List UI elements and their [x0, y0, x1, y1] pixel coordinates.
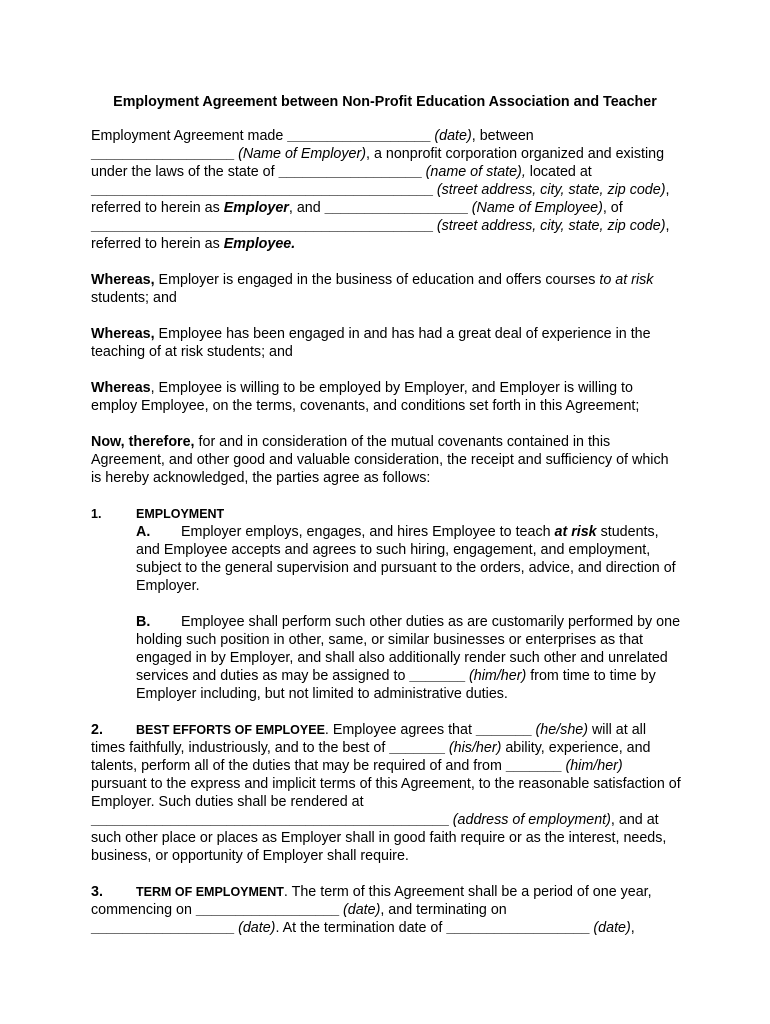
- clause-a: [91, 523, 681, 595]
- pronoun-blank: _______: [389, 740, 445, 756]
- section-text: , and at such other place or places as Employer shall in good faith require or as the interest, needs, business, or opportunity of Employer shall require.: [91, 812, 667, 864]
- whereas-lead: Whereas: [91, 380, 151, 396]
- pronoun-blank: _______: [505, 758, 562, 774]
- placeholder-pronoun: (him/her): [561, 758, 623, 774]
- section-title: TERM OF EMPLOYMENT: [136, 885, 284, 899]
- section-text: ,: [630, 920, 635, 936]
- now-therefore-paragraph: [91, 433, 681, 487]
- section-title: EMPLOYMENT: [136, 507, 225, 521]
- section-heading: [91, 505, 681, 523]
- placeholder-employer-address: (street address, city, state, zip code): [432, 182, 666, 198]
- placeholder-pronoun: (his/her): [444, 740, 502, 756]
- section-number: 2.: [91, 722, 103, 738]
- clause-text: Employee shall perform such other duties as are customarily performed by one holding such position in other, same, or similar businesses or enterprises as that engaged in by Employer, and shall also additionally render such other and unrelated services and duties as may be assigned to: [136, 614, 681, 684]
- placeholder-pronoun: (he/she): [531, 722, 588, 738]
- section-text: . At the termination date of: [275, 920, 447, 936]
- state-blank: __________________: [278, 164, 422, 180]
- whereas-paragraph-3: [91, 379, 681, 415]
- intro-text: , referred to herein as: [91, 218, 670, 252]
- whereas-paragraph-1: [91, 271, 681, 307]
- document-page: [91, 93, 681, 955]
- employee-term: Employee.: [223, 236, 296, 252]
- section-employment: [91, 505, 681, 703]
- pronoun-blank: _______: [409, 668, 466, 684]
- section-number: 3.: [91, 884, 103, 900]
- placeholder-pronoun: (him/her): [465, 668, 527, 684]
- date-blank: __________________: [91, 920, 235, 936]
- section-text: . The term of this Agreement shall be a period of one year, commencing on: [91, 884, 652, 918]
- intro-text: Employment Agreement made: [91, 128, 288, 144]
- section-text: , and terminating on: [380, 902, 507, 918]
- section-title: BEST EFFORTS OF EMPLOYEE: [136, 723, 325, 737]
- whereas-text: students; and: [91, 290, 177, 306]
- address-blank: _____________________________________________: [91, 812, 449, 828]
- whereas-text: , Employee is willing to be employed by Employer, and Employer is willing to employ Employee, on the terms, covenants, and conditions set forth in this Agreement;: [91, 380, 640, 414]
- at-risk-emphasis: at risk: [554, 524, 597, 540]
- section-number: 1.: [91, 507, 102, 521]
- clause-label: B.: [136, 614, 151, 630]
- intro-text: , referred to herein as: [91, 182, 670, 216]
- intro-paragraph: [91, 127, 681, 253]
- pronoun-blank: _______: [475, 722, 532, 738]
- placeholder-employee-name: (Name of Employee): [467, 200, 603, 216]
- section-text: ability, experience, and talents, perform all of the duties that may be required of and from: [91, 740, 651, 774]
- whereas-lead: Whereas,: [91, 272, 155, 288]
- clause-text: students, and Employee accepts and agrees to such hiring, engagement, and employment, subject to the general supervision and pursuant to the orders, advice, and direction of Employer.: [136, 524, 676, 594]
- placeholder-employee-address: (street address, city, state, zip code): [432, 218, 666, 234]
- clause-text: from time to time by Employer including, but not limited to administrative duties.: [136, 668, 656, 702]
- section-text: . Employee agrees that: [324, 722, 476, 738]
- employee-address-blank: ___________________________________________: [91, 218, 433, 234]
- placeholder-employer-name: (Name of Employer): [234, 146, 367, 162]
- date-blank: __________________: [195, 902, 340, 918]
- whereas-paragraph-2: [91, 325, 681, 361]
- whereas-lead: Whereas,: [91, 326, 155, 342]
- placeholder-date: (date): [234, 920, 276, 936]
- clause-b: [91, 613, 681, 703]
- section-text: will at all times faithfully, industriously, and to the best of: [91, 722, 646, 756]
- employee-name-blank: __________________: [324, 200, 468, 216]
- date-blank: __________________: [446, 920, 590, 936]
- clause-text: Employer employs, engages, and hires Employee to teach: [181, 524, 555, 540]
- document-title: Employment Agreement between Non-Profit Education Association and Teacher: [113, 94, 657, 110]
- now-therefore-lead: Now, therefore,: [91, 434, 195, 450]
- section-best-efforts: [91, 721, 681, 865]
- placeholder-date: (date): [339, 902, 381, 918]
- now-therefore-text: for and in consideration of the mutual covenants contained in this Agreement, and other good and valuable consideration, the receipt and sufficiency of which is hereby acknowledged, the parties agree as follows:: [91, 434, 669, 486]
- placeholder-state: (name of state),: [421, 164, 526, 180]
- placeholder-address: (address of employment): [448, 812, 611, 828]
- employer-name-blank: __________________: [91, 146, 235, 162]
- clause-label: A.: [136, 524, 151, 540]
- employer-term: Employer: [223, 200, 289, 216]
- intro-text: , a nonprofit corporation organized and existing under the laws of the state of: [91, 146, 665, 180]
- employer-address-blank: ___________________________________________: [91, 182, 433, 198]
- at-risk-text: to at risk: [599, 272, 654, 288]
- section-term: [91, 883, 681, 937]
- intro-text: , and: [288, 200, 325, 216]
- intro-text: , of: [602, 200, 623, 216]
- whereas-text: Employee has been engaged in and has had a great deal of experience in the teaching of at risk students; and: [91, 326, 651, 360]
- intro-text: , between: [471, 128, 534, 144]
- whereas-text: Employer is engaged in the business of education and offers courses: [154, 272, 600, 288]
- section-text: pursuant to the express and implicit terms of this Agreement, to the reasonable satisfaction of Employer. Such duties shall be rendered at: [91, 776, 681, 810]
- placeholder-date: (date): [430, 128, 472, 144]
- placeholder-date: (date): [589, 920, 631, 936]
- date-blank: __________________: [287, 128, 431, 144]
- intro-text: located at: [525, 164, 592, 180]
